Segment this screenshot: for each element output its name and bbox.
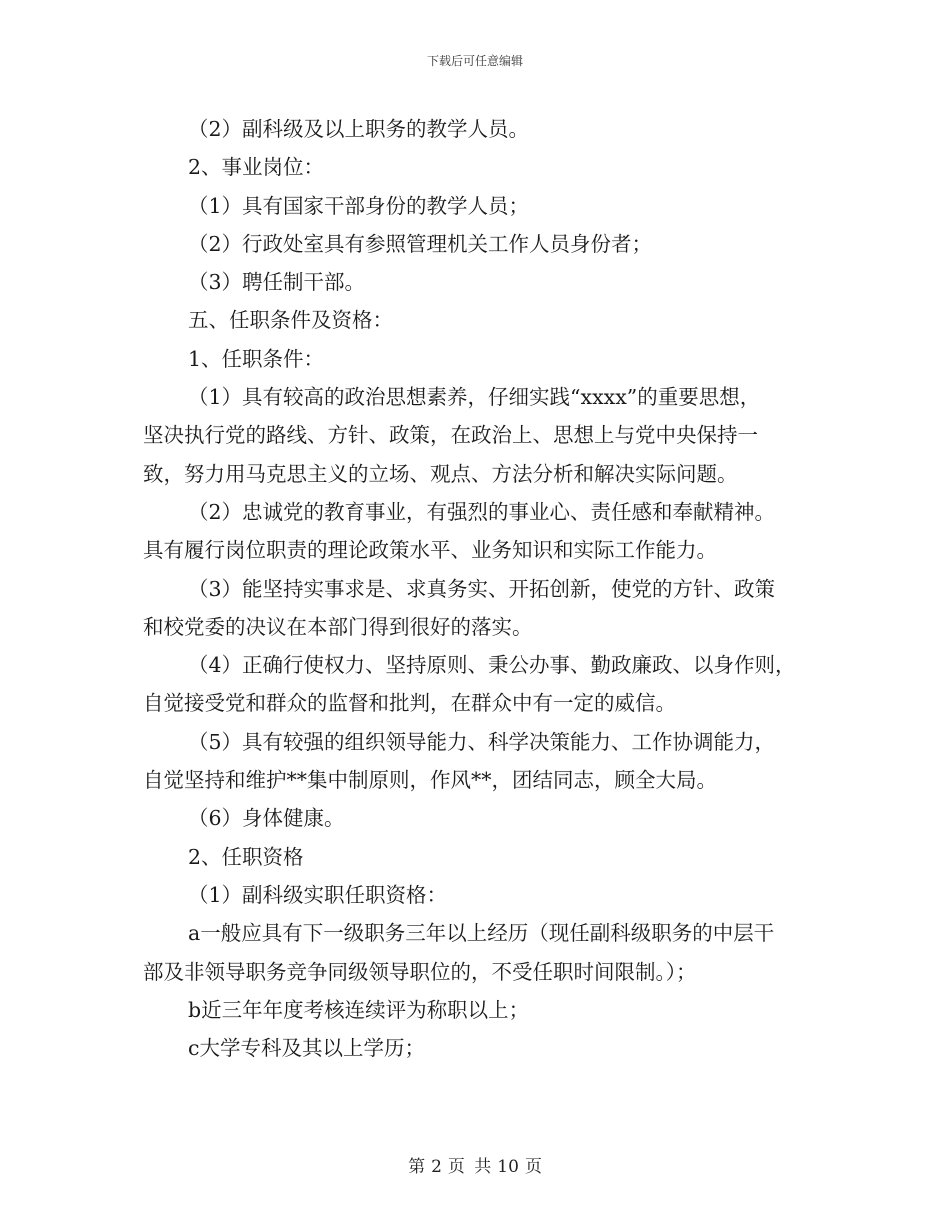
text-line: （1）具有国家干部身份的教学人员；: [188, 193, 530, 218]
text-line: （1）副科级实职任职资格：: [188, 882, 448, 907]
subsection-heading: 2、任职资格: [188, 844, 304, 869]
section-heading: 五、任职条件及资格：: [188, 308, 393, 333]
text-line: （5）具有较强的组织领导能力、科学决策能力、工作协调能力，: [188, 729, 776, 754]
text-line: 部及非领导职务竞争同级领导职位的，不受任职时间限制。）；: [143, 959, 697, 984]
text-line: （3）能坚持实事求是、求真务实、开拓创新，使党的方针、政策: [188, 576, 776, 601]
text-line: （2）副科级及以上职务的教学人员。: [188, 117, 530, 141]
text-line: c大学专科及其以上学历；: [188, 1036, 425, 1061]
text-line: 自觉坚持和维护**集中制原则，作风**，团结同志，顾全大局。: [143, 768, 717, 793]
text-line: 致，努力用马克思主义的立场、观点、方法分析和解决实际问题。: [143, 461, 738, 486]
text-line: 2、事业岗位：: [188, 155, 325, 180]
text-line: （3）聘任制干部。: [188, 270, 366, 295]
text-line: （1）具有较高的政治思想素养，仔细实践“xxxx”的重要思想，: [188, 385, 761, 410]
subsection-heading: 1、任职条件：: [188, 346, 325, 371]
document-body: [143, 110, 823, 1067]
page-footer: [0, 1152, 950, 1177]
text-line: （4）正确行使权力、坚持原则、秉公办事、勤政廉政、以身作则，: [188, 653, 796, 678]
text-line: 自觉接受党和群众的监督和批判，在群众中有一定的威信。: [143, 691, 676, 716]
text-line: （2）忠诚党的教育事业，有强烈的事业心、责任感和奉献精神。: [188, 499, 776, 524]
text-line: （6）身体健康。: [188, 806, 345, 831]
page-header: 下载后可任意编辑: [426, 54, 523, 68]
footer-middle: 页 共: [447, 1157, 492, 1177]
page-number: 2: [431, 1157, 442, 1177]
text-line: 和校党委的决议在本部门得到很好的落实。: [143, 614, 533, 639]
footer-suffix: 页: [524, 1157, 542, 1177]
text-line: （2）行政处室具有参照管理机关工作人员身份者；: [188, 231, 653, 256]
text-line: 具有履行岗位职责的理论政策水平、业务知识和实际工作能力。: [143, 538, 717, 563]
footer-prefix: 第: [408, 1157, 426, 1177]
text-line: a一般应具有下一级职务三年以上经历（现任副科级职务的中层干: [188, 921, 775, 946]
total-pages: 10: [497, 1157, 519, 1177]
text-line: 坚决执行党的路线、方针、政策，在政治上、思想上与党中央保持一: [143, 423, 758, 448]
text-line: b近三年年度考核连续评为称职以上；: [188, 997, 530, 1022]
